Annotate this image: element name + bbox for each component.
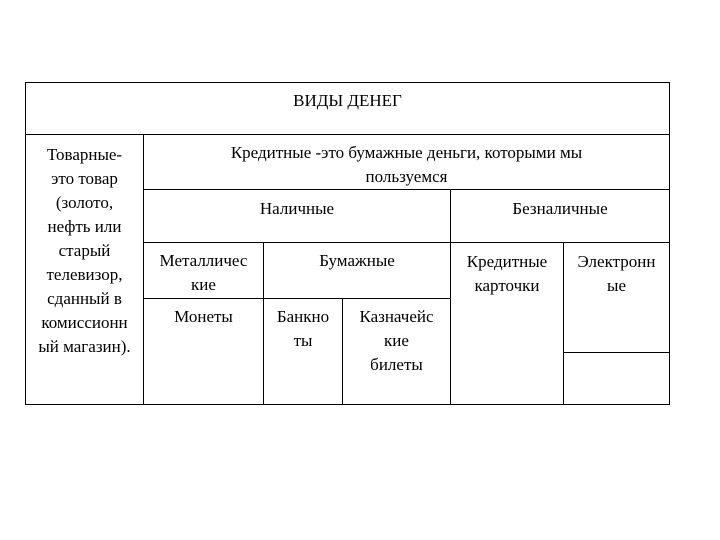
treasury-text: Казначейс кие билеты	[359, 307, 434, 374]
coins-cell	[143, 298, 264, 405]
table-title: ВИДЫ ДЕНЕГ	[293, 91, 402, 110]
banknotes-text: Банкно ты	[276, 307, 330, 350]
paper-text: Бумажные	[319, 251, 395, 270]
commodity-text: Товарные- это товар (золото, нефть или старый телевизор, сданный в комиссионн ый магазин).	[38, 145, 131, 356]
electronic-cell	[563, 242, 670, 353]
paper-cell	[263, 242, 451, 299]
electronic-text: Электронн ые	[577, 252, 656, 295]
table-title-cell	[25, 82, 670, 135]
banknotes-cell	[263, 298, 343, 405]
metallic-cell	[143, 242, 264, 299]
cash-cell	[143, 189, 451, 243]
credit-cards-cell	[450, 242, 564, 405]
metallic-text: Металличес кие	[159, 251, 248, 294]
cash-text: Наличные	[259, 199, 335, 218]
empty-cell	[563, 352, 670, 405]
credit-text: Кредитные -это бумажные деньги, которыми мы пользуемся	[230, 143, 583, 186]
noncash-cell	[450, 189, 670, 243]
credit-cell	[143, 134, 670, 190]
commodity-cell	[25, 134, 144, 405]
treasury-cell	[342, 298, 451, 405]
noncash-text: Безналичные	[512, 199, 608, 218]
credit-cards-text: Кредитные карточки	[466, 252, 548, 295]
coins-text: Монеты	[174, 307, 233, 326]
